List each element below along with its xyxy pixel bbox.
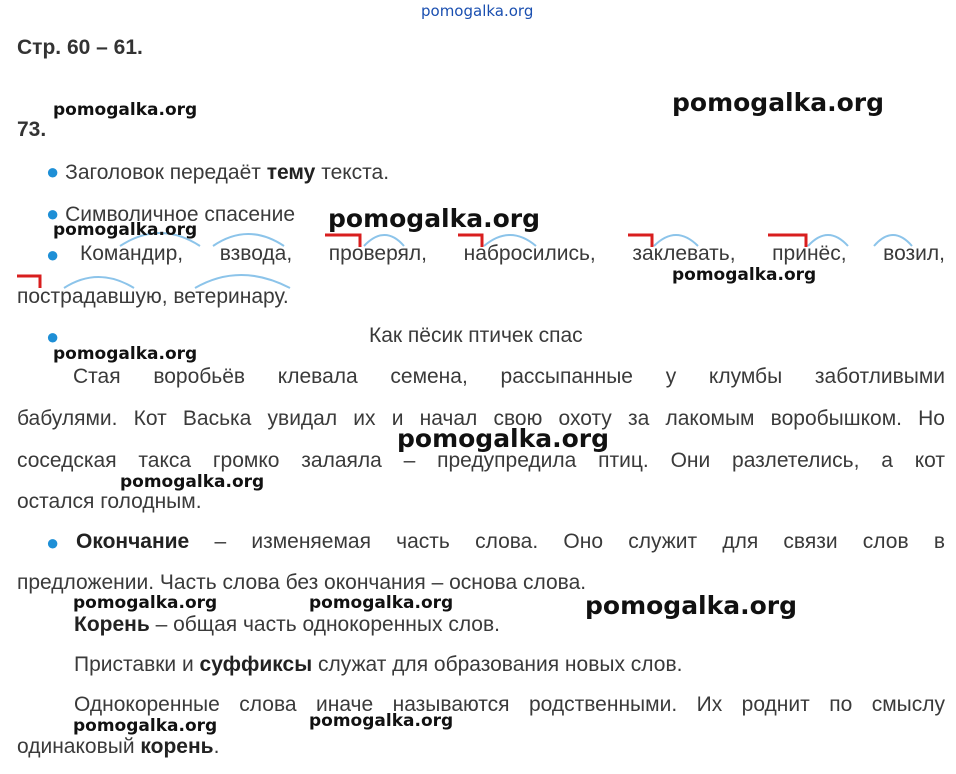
story-line: соседская такса громко залаяла – предупредила птиц. Они разлетелись, а кот [17,449,945,472]
prefix-mark [17,276,40,288]
bullet-icon: ● [46,324,60,349]
prefix-text-end: служат для образования новых слов. [312,653,683,676]
item-title-text: Символичное спасение [65,203,296,226]
word-list-line2: пострадавшую, ветеринару. [17,285,289,308]
watermark: pomogalka.org [328,204,541,233]
watermark: pomogalka.org [672,88,885,117]
watermark: pomogalka.org [672,265,817,285]
story-line: Стая воробьёв клевала семена, рассыпанные у клумбы заботливыми [73,365,945,388]
root-arc [364,235,404,246]
watermark: pomogalka.org [53,100,198,120]
root-definition [74,613,500,637]
prefix-mark [628,235,652,247]
bullet-icon: ● [46,159,60,184]
cognate-text: одинаковый [17,735,141,758]
root-arc [808,235,848,246]
cognate-line2 [17,735,219,759]
word: принёс, [772,242,847,265]
ending-rest: – изменяемая часть слова. Оно служит для связи слов в [189,530,945,553]
word: Командир, [80,242,184,265]
root-arc [654,235,698,246]
prefix-text: Приставки и [74,653,200,676]
bullet-icon: ● [46,530,60,555]
cognate-text-end: . [213,735,220,758]
exercise-number: 73. [17,118,47,141]
ending-line1 [76,530,945,554]
word: проверял, [328,242,428,265]
item-theme-text: Заголовок передаёт [65,161,267,184]
prefix-mark [768,235,806,247]
watermark: pomogalka.org [53,220,198,240]
root-arc [484,235,536,246]
root-arc [64,277,134,288]
root-rest: – общая часть однокоренных слов. [149,613,500,636]
story-line: бабулями. Кот Васька увидал их и начал свою охоту за лакомым воробышком. Но [17,407,945,430]
story-line: остался голодным. [17,490,202,513]
item-theme-bold: тему [266,161,316,184]
word: взвода, [219,242,293,265]
watermark: pomogalka.org [73,593,218,613]
bullet-icon: ● [46,242,60,267]
story-title: Как пёсик птичек спас [369,324,583,347]
root-arc [195,275,290,288]
ending-line2: предложении. Часть слова без окончания – основа слова. [17,571,587,594]
root-bold: Корень [74,613,150,636]
prefix-definition [74,653,682,677]
word: набросились, [463,242,596,265]
item-theme-text-end: текста. [315,161,390,184]
suffix-bold: суффиксы [199,653,313,676]
bullet-icon: ● [46,201,60,226]
item-ending-bullet [46,531,59,556]
watermark: pomogalka.org [585,591,798,620]
watermark: pomogalka.org [120,472,265,492]
ending-bold: Окончание [76,530,190,553]
word: возил, [883,242,945,265]
prefix-mark [458,235,482,247]
root-arc [213,234,284,246]
watermark: pomogalka.org [73,716,218,736]
watermark-top: pomogalka.org [421,2,534,20]
watermark: pomogalka.org [53,344,198,364]
watermark: pomogalka.org [309,711,454,731]
watermark: pomogalka.org [397,424,610,453]
cognate-bold: корень [140,735,214,758]
cognate-line1: Однокоренные слова иначе называются родственными. Их роднит по смыслу [74,693,945,716]
root-arc [874,235,912,246]
watermark: pomogalka.org [309,593,454,613]
word: заклевать, [632,242,736,265]
prefix-mark [325,235,360,247]
page-header: Стр. 60 – 61. [17,36,143,59]
